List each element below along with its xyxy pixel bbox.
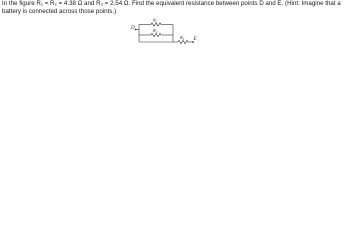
terminal-d [135,29,137,31]
circuit-diagram [0,0,350,52]
resistor-r2 [151,33,161,36]
resistor-r1 [151,23,161,26]
point-d-label: D [131,26,135,31]
resistor-r3 [178,40,188,43]
r3-label: R₃ [180,35,185,40]
r2-label: R₂ [153,28,158,33]
r1-label: R₁ [153,17,158,23]
problem-figure [0,0,350,52]
point-e-label: E [193,37,197,42]
problem-statement: In the figure R₁ = R₂ = 4.38 Ω and R₃ = 2.54 Ω. Find the equivalent resistance between points D and E. (Hint: Imagine that a battery is connected across those points.) [2,0,341,15]
circuit-wires [136,25,193,43]
